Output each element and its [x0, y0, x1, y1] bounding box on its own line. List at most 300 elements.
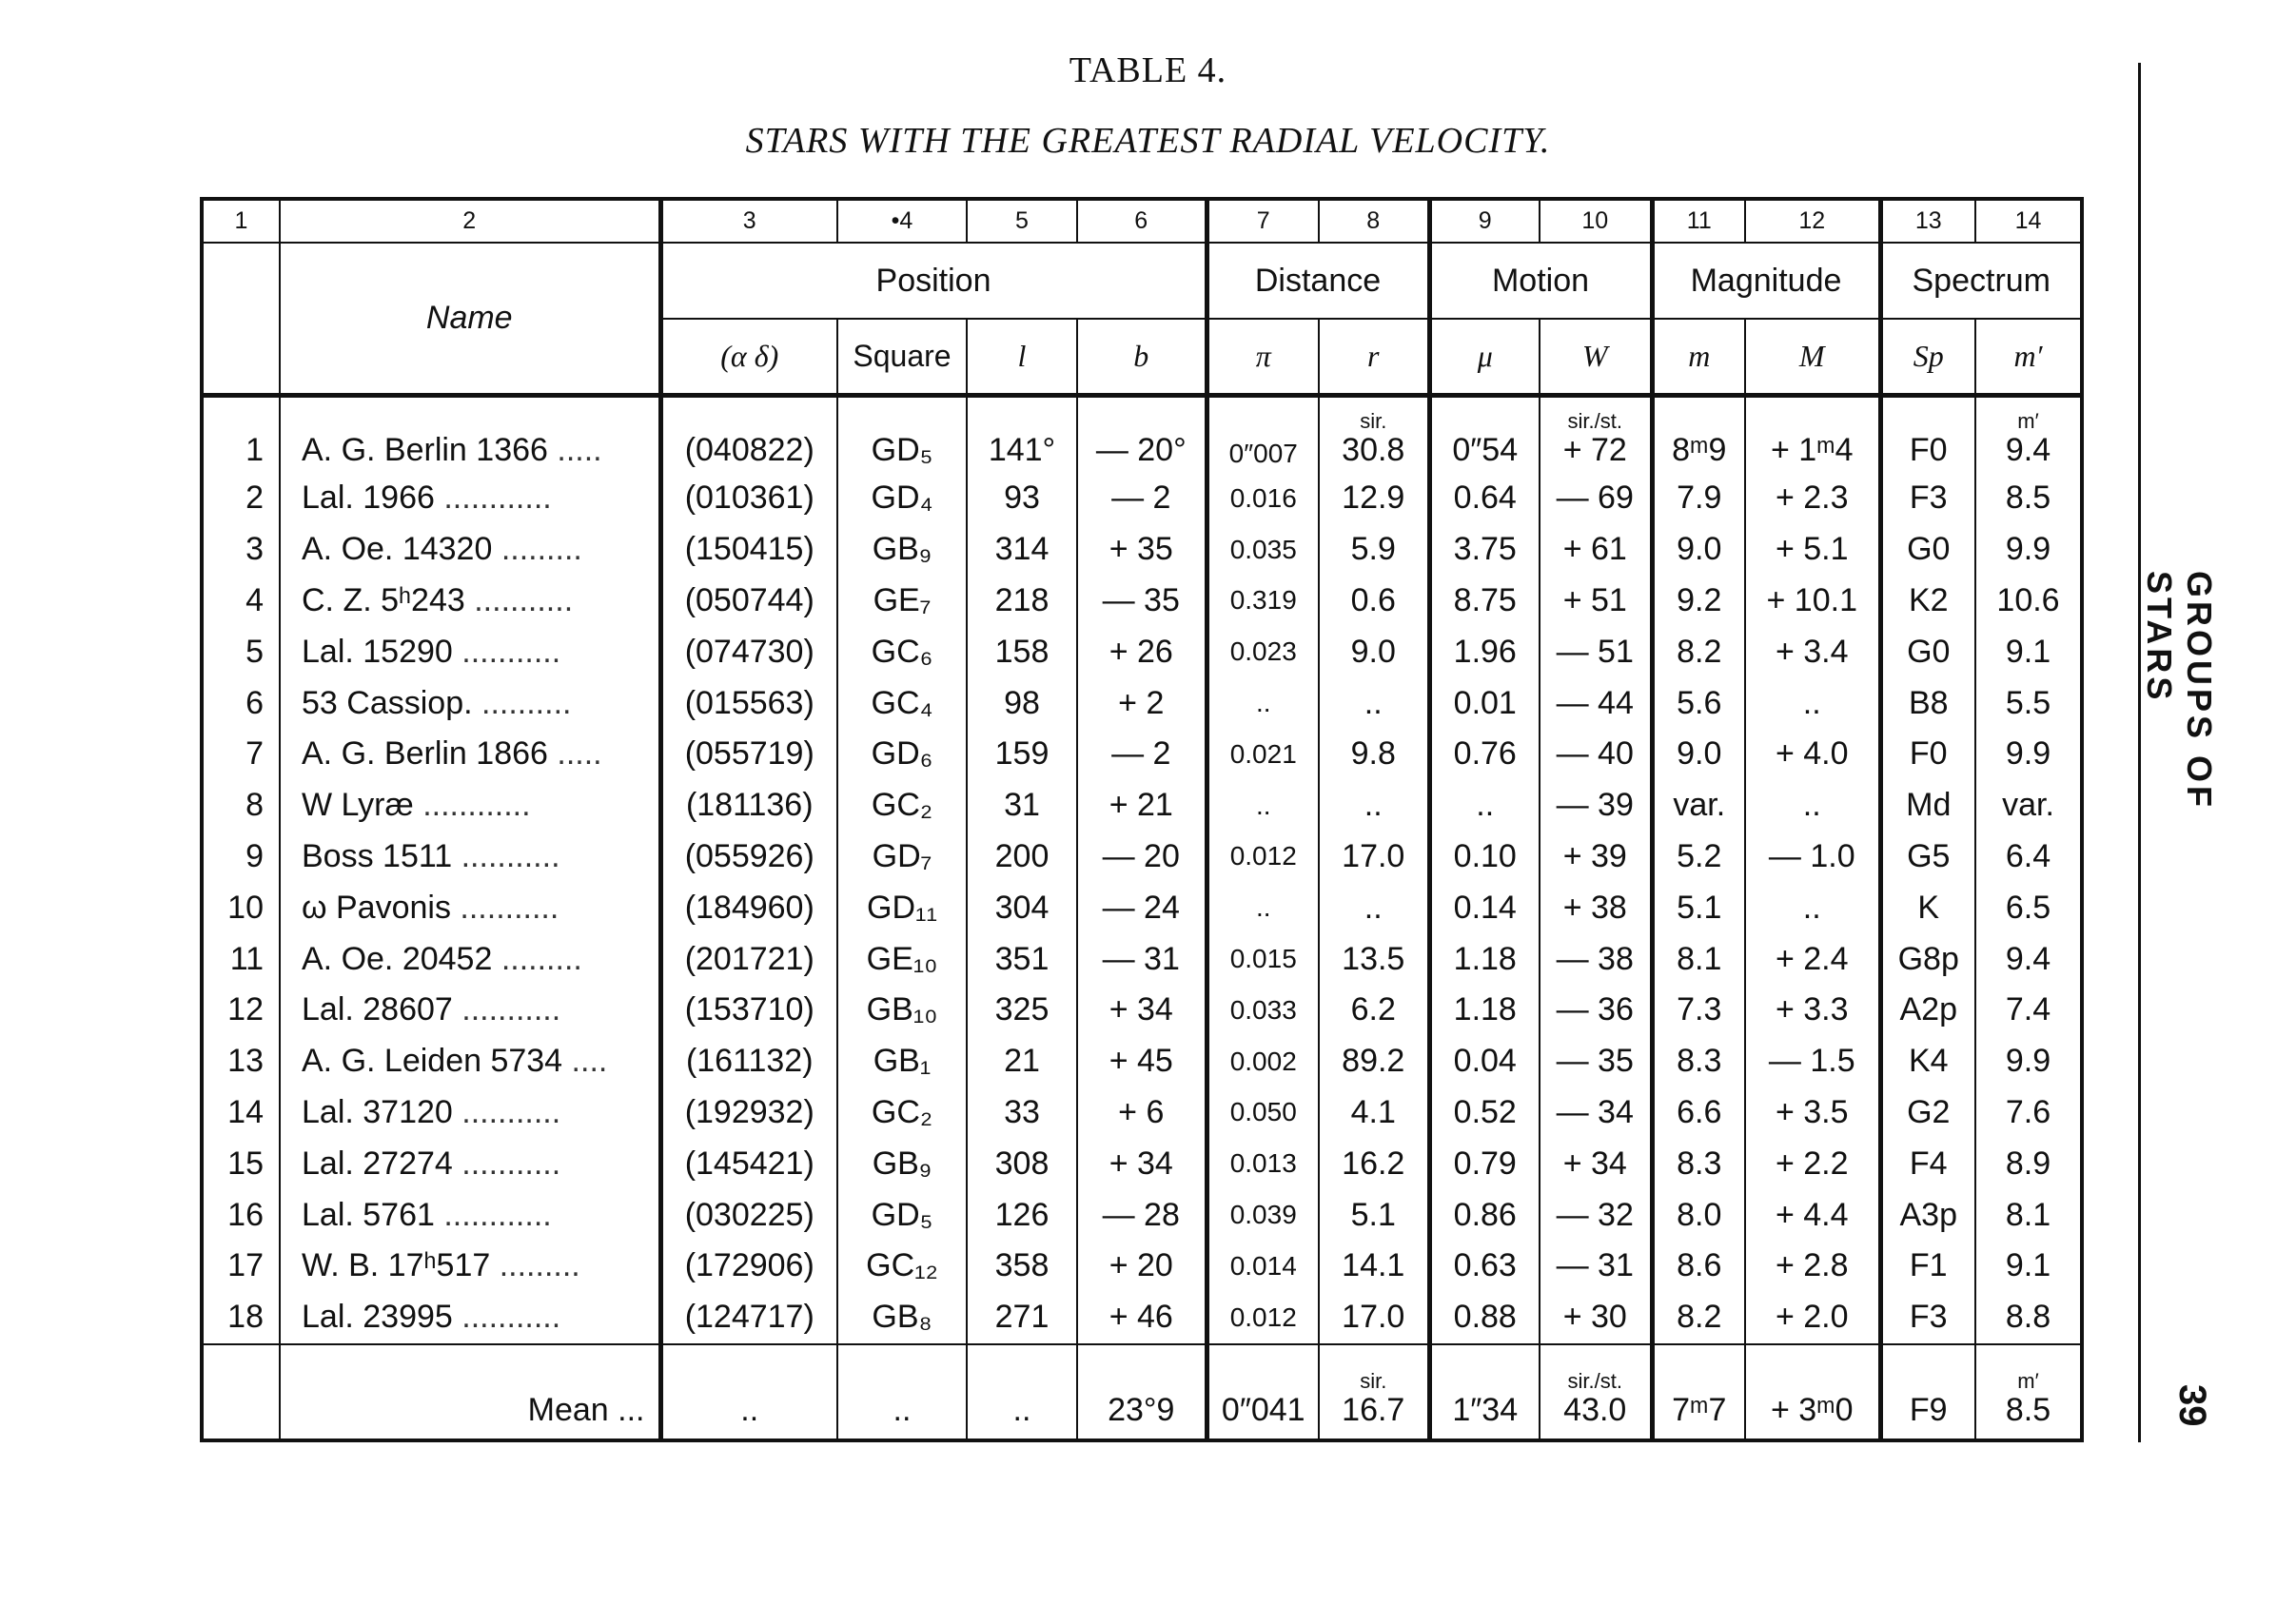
- leader-dots: ...........: [461, 837, 560, 874]
- star-name: Lal. 15290: [302, 633, 453, 670]
- parallax-cell: 0.021: [1207, 729, 1319, 780]
- radial-velocity: + 72: [1562, 432, 1627, 468]
- absolute-magnitude-cell: + 5.1: [1745, 524, 1880, 576]
- col-number: 1: [202, 199, 280, 243]
- square-cell: GD₇: [837, 832, 967, 883]
- row-index-cell: 16: [227, 1196, 264, 1233]
- spectral-type-cell: G0: [1880, 626, 1975, 677]
- absolute-magnitude-cell: + 1ᵐ4: [1745, 396, 1880, 474]
- distance-r-cell: 5.9: [1319, 524, 1429, 576]
- absolute-magnitude-cell: — 1.5: [1745, 1036, 1880, 1087]
- m-prime-cell: 9.1: [1975, 1241, 2082, 1292]
- table-row: [202, 1138, 2082, 1189]
- col-number: 9: [1429, 199, 1540, 243]
- square-cell: GC₂: [837, 1087, 967, 1139]
- spectral-type-cell: A3p: [1880, 1189, 1975, 1241]
- group-header-row: [202, 243, 2082, 319]
- radial-velocity-cell: + 51: [1540, 576, 1652, 627]
- pi-header: π: [1207, 319, 1319, 396]
- star-name: A. G. Leiden 5734: [302, 1043, 563, 1080]
- apparent-magnitude-cell: 8ᵐ9: [1652, 396, 1745, 474]
- star-name-cell: [280, 626, 660, 677]
- col-number: 14: [1975, 199, 2082, 243]
- radial-velocity-cell: + 34: [1540, 1138, 1652, 1189]
- apparent-magnitude-cell: 8.3: [1652, 1036, 1745, 1087]
- leader-dots: ...........: [460, 889, 559, 926]
- mean-w: 43.0: [1563, 1391, 1627, 1428]
- absolute-magnitude-cell: ..: [1745, 780, 1880, 832]
- galactic-l-cell: 271: [967, 1292, 1077, 1344]
- star-name-cell: [280, 882, 660, 933]
- star-name: A. G. Berlin 1366: [302, 432, 548, 468]
- radial-velocity-cell: — 38: [1540, 933, 1652, 985]
- star-name: Lal. 1966: [302, 480, 435, 517]
- galactic-l-cell: 158: [967, 626, 1077, 677]
- distance-r-cell: [1319, 396, 1429, 474]
- square-cell: GC₂: [837, 780, 967, 832]
- leader-dots: ............: [443, 480, 552, 517]
- alpha-delta-cell: (161132): [660, 1036, 837, 1087]
- proper-motion-cell: 0.04: [1429, 1036, 1540, 1087]
- apparent-magnitude-cell: 8.3: [1652, 1138, 1745, 1189]
- galactic-b-cell: + 35: [1077, 524, 1207, 576]
- square-cell: GC₆: [837, 626, 967, 677]
- star-name: A. Oe. 20452: [302, 940, 493, 977]
- parallax-cell: 0.012: [1207, 1292, 1319, 1344]
- spectral-type-cell: K4: [1880, 1036, 1975, 1087]
- row-index-cell: 14: [227, 1093, 264, 1130]
- mean-l: ..: [967, 1344, 1077, 1440]
- mean-w-cell: [1540, 1344, 1652, 1440]
- mean-mprime: 8.5: [2005, 1391, 2051, 1428]
- parallax-cell: 0.035: [1207, 524, 1319, 576]
- star-name-cell: [280, 985, 660, 1036]
- galactic-b-cell: — 20°: [1077, 396, 1207, 474]
- row-index-cell: 9: [245, 837, 264, 874]
- mu-header: μ: [1429, 319, 1540, 396]
- apparent-magnitude-cell: 6.6: [1652, 1087, 1745, 1139]
- table-title: TABLE 4.: [1069, 50, 1227, 90]
- row-index-cell: 7: [245, 735, 264, 773]
- radial-velocity-cell: — 36: [1540, 985, 1652, 1036]
- star-name-cell: [280, 524, 660, 576]
- star-name-cell: [280, 1292, 660, 1344]
- star-name: Lal. 27274: [302, 1145, 453, 1182]
- col-number: 5: [967, 199, 1077, 243]
- galactic-l-cell: 325: [967, 985, 1077, 1036]
- proper-motion-cell: 3.75: [1429, 524, 1540, 576]
- table-row: [202, 985, 2082, 1036]
- proper-motion-cell: 0.86: [1429, 1189, 1540, 1241]
- r-header: r: [1319, 319, 1429, 396]
- distance-r-cell: 9.8: [1319, 729, 1429, 780]
- alpha-delta-cell: (055719): [660, 729, 837, 780]
- distance-r-cell: 13.5: [1319, 933, 1429, 985]
- star-name-cell: [280, 780, 660, 832]
- m-prime-unit: m′: [2017, 409, 2039, 433]
- leader-dots: ............: [422, 787, 531, 824]
- row-index-cell: 4: [245, 581, 264, 618]
- star-name: A. G. Berlin 1866: [302, 735, 548, 773]
- row-index-cell: 2: [245, 480, 264, 517]
- leader-dots: .........: [499, 1247, 580, 1284]
- proper-motion-cell: 1.18: [1429, 985, 1540, 1036]
- apparent-magnitude-cell: 8.1: [1652, 933, 1745, 985]
- radial-velocity-cell: — 40: [1540, 729, 1652, 780]
- alpha-delta-cell: (055926): [660, 832, 837, 883]
- name-header: Name: [280, 243, 660, 396]
- table-subtitle: STARS WITH THE GREATEST RADIAL VELOCITY.: [745, 121, 1551, 161]
- galactic-l-cell: 358: [967, 1241, 1077, 1292]
- alpha-delta-cell: (030225): [660, 1189, 837, 1241]
- galactic-l-cell: 98: [967, 677, 1077, 729]
- m-prime-cell: 8.5: [1975, 473, 2082, 524]
- parallax-cell: ..: [1207, 677, 1319, 729]
- mean-pi: 0″041: [1207, 1344, 1319, 1440]
- parallax-cell: 0.014: [1207, 1241, 1319, 1292]
- alpha-delta-cell: (050744): [660, 576, 837, 627]
- galactic-l-cell: 308: [967, 1138, 1077, 1189]
- proper-motion-cell: 8.75: [1429, 576, 1540, 627]
- row-index-cell: 6: [245, 684, 264, 721]
- leader-dots: ...........: [461, 1145, 561, 1182]
- distance-r-cell: 14.1: [1319, 1241, 1429, 1292]
- galactic-l-cell: 31: [967, 780, 1077, 832]
- spectral-type-cell: F0: [1880, 396, 1975, 474]
- apparent-magnitude-cell: 9.0: [1652, 524, 1745, 576]
- radial-velocity-cell: — 34: [1540, 1087, 1652, 1139]
- magnitude-group-header: Magnitude: [1652, 243, 1880, 319]
- square-cell: GB₉: [837, 524, 967, 576]
- apparent-magnitude-cell: 8.2: [1652, 1292, 1745, 1344]
- star-name: Lal. 37120: [302, 1093, 453, 1130]
- spectral-type-cell: F3: [1880, 1292, 1975, 1344]
- m-prime-cell: 7.6: [1975, 1087, 2082, 1139]
- mean-abs-m: + 3ᵐ0: [1745, 1344, 1880, 1440]
- spectral-type-cell: K2: [1880, 576, 1975, 627]
- row-index-cell: 8: [245, 787, 264, 824]
- apparent-magnitude-cell: 5.6: [1652, 677, 1745, 729]
- m-prime-cell: 6.5: [1975, 882, 2082, 933]
- column-number-row: [202, 199, 2082, 243]
- star-name-cell: [280, 1036, 660, 1087]
- galactic-b-cell: — 31: [1077, 933, 1207, 985]
- square-header: Square: [837, 319, 967, 396]
- parallax-cell: 0.015: [1207, 933, 1319, 985]
- row-index-cell: 12: [227, 991, 264, 1028]
- star-name: W Lyræ: [302, 787, 414, 824]
- spectral-type-cell: G2: [1880, 1087, 1975, 1139]
- sp-header: Sp: [1880, 319, 1975, 396]
- parallax-cell: ..: [1207, 882, 1319, 933]
- index-header: [202, 243, 280, 396]
- star-name: C. Z. 5ʰ243: [302, 581, 465, 618]
- star-name: ω Pavonis: [302, 889, 451, 926]
- leader-dots: ..........: [481, 684, 572, 721]
- radial-velocity-cell: + 30: [1540, 1292, 1652, 1344]
- leader-dots: ...........: [461, 633, 561, 670]
- galactic-b-cell: — 28: [1077, 1189, 1207, 1241]
- parallax-cell: 0.050: [1207, 1087, 1319, 1139]
- distance-r-cell: ..: [1319, 677, 1429, 729]
- distance-r-cell: 4.1: [1319, 1087, 1429, 1139]
- row-index-cell: 18: [227, 1299, 264, 1336]
- alpha-delta-cell: (153710): [660, 985, 837, 1036]
- galactic-l-cell: 21: [967, 1036, 1077, 1087]
- galactic-b-cell: + 46: [1077, 1292, 1207, 1344]
- table-row: [202, 1087, 2082, 1139]
- spectral-type-cell: G5: [1880, 832, 1975, 883]
- parallax-cell: 0.319: [1207, 576, 1319, 627]
- leader-dots: ...........: [474, 581, 574, 618]
- row-index-cell: 10: [227, 889, 264, 926]
- galactic-b-cell: + 34: [1077, 985, 1207, 1036]
- proper-motion-cell: 0.10: [1429, 832, 1540, 883]
- parallax-cell: 0″007: [1207, 396, 1319, 474]
- absolute-magnitude-cell: + 3.5: [1745, 1087, 1880, 1139]
- m-prime-cell: 9.9: [1975, 524, 2082, 576]
- mean-square: ..: [837, 1344, 967, 1440]
- abs-m-header: M: [1745, 319, 1880, 396]
- galactic-l-cell: 126: [967, 1189, 1077, 1241]
- mean-index-cell: [202, 1344, 280, 1440]
- spectral-type-cell: F1: [1880, 1241, 1975, 1292]
- alpha-delta-cell: (145421): [660, 1138, 837, 1189]
- galactic-b-cell: + 21: [1077, 780, 1207, 832]
- star-name-cell: [280, 1138, 660, 1189]
- proper-motion-cell: 0.52: [1429, 1087, 1540, 1139]
- absolute-magnitude-cell: ..: [1745, 677, 1880, 729]
- galactic-b-cell: + 45: [1077, 1036, 1207, 1087]
- galactic-b-cell: — 2: [1077, 473, 1207, 524]
- m-header: m: [1652, 319, 1745, 396]
- mean-w-unit: sir./st.: [1567, 1368, 1622, 1393]
- radial-velocity-cell: + 38: [1540, 882, 1652, 933]
- spectral-type-cell: F4: [1880, 1138, 1975, 1189]
- galactic-l-cell: 304: [967, 882, 1077, 933]
- proper-motion-cell: 0.76: [1429, 729, 1540, 780]
- proper-motion-cell: 0.79: [1429, 1138, 1540, 1189]
- absolute-magnitude-cell: + 4.0: [1745, 729, 1880, 780]
- absolute-magnitude-cell: + 10.1: [1745, 576, 1880, 627]
- alpha-delta-cell: (074730): [660, 626, 837, 677]
- leader-dots: .....: [557, 432, 602, 468]
- square-cell: GE₁₀: [837, 933, 967, 985]
- radial-velocity-cell: — 44: [1540, 677, 1652, 729]
- square-cell: GC₄: [837, 677, 967, 729]
- apparent-magnitude-cell: 5.2: [1652, 832, 1745, 883]
- table-row: [202, 832, 2082, 883]
- mean-m: 7ᵐ7: [1652, 1344, 1745, 1440]
- star-name-cell: [280, 729, 660, 780]
- table-row: [202, 729, 2082, 780]
- square-cell: GB₉: [837, 1138, 967, 1189]
- table-row: [202, 396, 2082, 474]
- alpha-delta-header: (α δ): [660, 319, 837, 396]
- table-body: [202, 396, 2082, 1344]
- absolute-magnitude-cell: + 3.4: [1745, 626, 1880, 677]
- alpha-delta-cell: (172906): [660, 1241, 837, 1292]
- m-prime-cell: 10.6: [1975, 576, 2082, 627]
- leader-dots: ...........: [461, 1299, 561, 1336]
- running-head: GROUPS OF STARS: [2140, 571, 2219, 812]
- star-name: Lal. 28607: [302, 991, 453, 1028]
- m-prime-cell: 6.4: [1975, 832, 2082, 883]
- apparent-magnitude-cell: 7.9: [1652, 473, 1745, 524]
- row-index-cell: 1: [245, 432, 264, 468]
- mean-label: Mean ...: [280, 1344, 660, 1440]
- galactic-l-cell: 93: [967, 473, 1077, 524]
- mean-mprime-cell: [1975, 1344, 2082, 1440]
- distance-r-cell: 5.1: [1319, 1189, 1429, 1241]
- distance-r-cell: 6.2: [1319, 985, 1429, 1036]
- alpha-delta-cell: (040822): [660, 396, 837, 474]
- apparent-magnitude-cell: 8.2: [1652, 626, 1745, 677]
- col-number: 12: [1745, 199, 1880, 243]
- mean-r-unit: sir.: [1360, 1368, 1387, 1393]
- leader-dots: ...........: [461, 991, 561, 1028]
- star-name: W. B. 17ʰ517: [302, 1247, 491, 1284]
- absolute-magnitude-cell: + 4.4: [1745, 1189, 1880, 1241]
- star-name: A. Oe. 14320: [302, 531, 493, 568]
- radial-velocity-cell: — 69: [1540, 473, 1652, 524]
- alpha-delta-cell: (015563): [660, 677, 837, 729]
- radial-velocity-cell: — 32: [1540, 1189, 1652, 1241]
- spectral-type-cell: K: [1880, 882, 1975, 933]
- parallax-cell: 0.023: [1207, 626, 1319, 677]
- spectral-type-cell: A2p: [1880, 985, 1975, 1036]
- star-name-cell: [280, 473, 660, 524]
- row-index-cell: 13: [227, 1043, 264, 1080]
- star-name: 53 Cassiop.: [302, 684, 473, 721]
- m-prime-header: m′: [1975, 319, 2082, 396]
- table-row: [202, 780, 2082, 832]
- distance-r-cell: 17.0: [1319, 832, 1429, 883]
- row-index-cell: 3: [245, 531, 264, 568]
- distance-r-cell: 12.9: [1319, 473, 1429, 524]
- distance-r-cell: 89.2: [1319, 1036, 1429, 1087]
- parallax-cell: 0.013: [1207, 1138, 1319, 1189]
- galactic-l-cell: 159: [967, 729, 1077, 780]
- proper-motion-cell: 0″54: [1429, 396, 1540, 474]
- absolute-magnitude-cell: + 2.8: [1745, 1241, 1880, 1292]
- col-number: 3: [660, 199, 837, 243]
- spectral-type-cell: G0: [1880, 524, 1975, 576]
- distance-r-cell: 16.2: [1319, 1138, 1429, 1189]
- proper-motion-cell: 0.01: [1429, 677, 1540, 729]
- m-prime-cell: 7.4: [1975, 985, 2082, 1036]
- motion-group-header: Motion: [1429, 243, 1652, 319]
- proper-motion-cell: 1.18: [1429, 933, 1540, 985]
- m-prime-cell: 8.9: [1975, 1138, 2082, 1189]
- row-index-cell: 5: [245, 633, 264, 670]
- m-prime: 9.4: [2005, 432, 2051, 468]
- square-cell: GD₅: [837, 396, 967, 474]
- galactic-l-cell: 351: [967, 933, 1077, 985]
- apparent-magnitude-cell: 5.1: [1652, 882, 1745, 933]
- star-name-cell: [280, 832, 660, 883]
- m-prime-cell: 8.8: [1975, 1292, 2082, 1344]
- radial-velocity-cell: + 61: [1540, 524, 1652, 576]
- position-group-header: Position: [660, 243, 1207, 319]
- absolute-magnitude-cell: + 2.4: [1745, 933, 1880, 985]
- absolute-magnitude-cell: — 1.0: [1745, 832, 1880, 883]
- star-name-cell: [280, 576, 660, 627]
- leader-dots: .........: [500, 940, 582, 977]
- m-prime-cell: 9.4: [1975, 933, 2082, 985]
- m-prime-cell: 9.1: [1975, 626, 2082, 677]
- proper-motion-cell: 0.63: [1429, 1241, 1540, 1292]
- spectral-type-cell: Md: [1880, 780, 1975, 832]
- radial-velocity-cell: — 51: [1540, 626, 1652, 677]
- galactic-l-cell: 314: [967, 524, 1077, 576]
- radial-velocity-cell: — 35: [1540, 1036, 1652, 1087]
- square-cell: GD₅: [837, 1189, 967, 1241]
- mean-row: [202, 1344, 2082, 1440]
- star-name-cell: [280, 677, 660, 729]
- apparent-magnitude-cell: 9.0: [1652, 729, 1745, 780]
- spectral-type-cell: G8p: [1880, 933, 1975, 985]
- galactic-b-cell: + 26: [1077, 626, 1207, 677]
- alpha-delta-cell: (184960): [660, 882, 837, 933]
- apparent-magnitude-cell: var.: [1652, 780, 1745, 832]
- leader-dots: ............: [443, 1196, 552, 1233]
- table-row: [202, 576, 2082, 627]
- mean-mu: 1″34: [1429, 1344, 1540, 1440]
- square-cell: GC₁₂: [837, 1241, 967, 1292]
- table-row: [202, 882, 2082, 933]
- distance-r-cell: 9.0: [1319, 626, 1429, 677]
- radial-velocity-cell: — 31: [1540, 1241, 1652, 1292]
- galactic-b-cell: + 34: [1077, 1138, 1207, 1189]
- galactic-l-cell: 141°: [967, 396, 1077, 474]
- absolute-magnitude-cell: + 2.3: [1745, 473, 1880, 524]
- radial-velocity-table: [200, 197, 2084, 1442]
- row-index-cell: 17: [227, 1247, 264, 1284]
- square-cell: GB₁: [837, 1036, 967, 1087]
- leader-dots: ...........: [461, 1093, 561, 1130]
- distance-r-cell: 17.0: [1319, 1292, 1429, 1344]
- galactic-b-cell: — 20: [1077, 832, 1207, 883]
- spectral-type-cell: F0: [1880, 729, 1975, 780]
- alpha-delta-cell: (124717): [660, 1292, 837, 1344]
- leader-dots: .....: [557, 735, 602, 773]
- alpha-delta-cell: (192932): [660, 1087, 837, 1139]
- proper-motion-cell: 0.64: [1429, 473, 1540, 524]
- apparent-magnitude-cell: 8.6: [1652, 1241, 1745, 1292]
- mean-r-cell: [1319, 1344, 1429, 1440]
- page-number: 39: [2171, 1384, 2213, 1427]
- margin-rule: [2138, 63, 2141, 1442]
- distance-r-cell: ..: [1319, 882, 1429, 933]
- square-cell: GB₁₀: [837, 985, 967, 1036]
- parallax-cell: ..: [1207, 780, 1319, 832]
- parallax-cell: 0.033: [1207, 985, 1319, 1036]
- galactic-b-cell: — 35: [1077, 576, 1207, 627]
- spectral-type-cell: F3: [1880, 473, 1975, 524]
- table-row: [202, 1036, 2082, 1087]
- absolute-magnitude-cell: + 2.2: [1745, 1138, 1880, 1189]
- mean-r: 16.7: [1342, 1391, 1405, 1428]
- apparent-magnitude-cell: 7.3: [1652, 985, 1745, 1036]
- star-name: Boss 1511: [302, 837, 453, 874]
- table-row: [202, 1241, 2082, 1292]
- col-number: 10: [1540, 199, 1652, 243]
- star-name-cell: [280, 396, 660, 474]
- m-prime-cell: var.: [1975, 780, 2082, 832]
- table-row: [202, 677, 2082, 729]
- m-prime-cell: 8.1: [1975, 1189, 2082, 1241]
